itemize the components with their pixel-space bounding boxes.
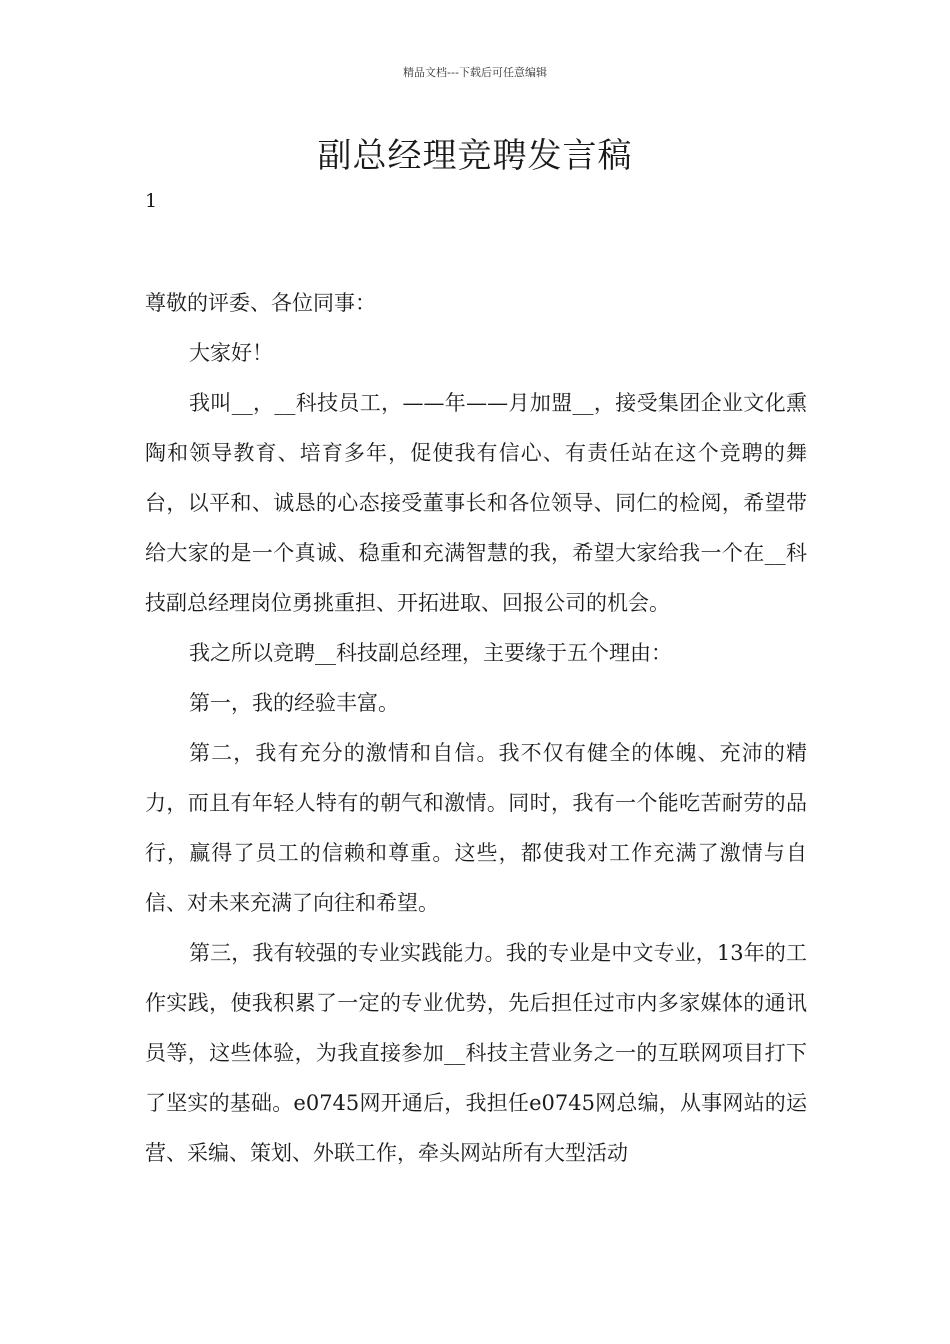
greeting: 大家好！ (189, 341, 273, 365)
paragraph-second: 第二，我有充分的激情和自信。我不仅有健全的体魄、充沛的精力，而且有年轻人特有的朝气和激情。同时，我有一个能吃苦耐劳的品行，赢得了员工的信赖和尊重。这些，都使我对工作充满了激情与自信、对未来充满了向往和希望。 (145, 741, 807, 915)
document-title: 副总经理竞聘发言稿 (317, 136, 633, 176)
paragraph-first: 第一，我的经验丰富。 (189, 691, 399, 715)
header-note: 精品文档---下载后可任意编辑 (403, 66, 547, 79)
paragraph-third: 第三，我有较强的专业实践能力。我的专业是中文专业，13年的工作实践，使我积累了一定的专业优势，先后担任过市内多家媒体的通讯员等，这些体验，为我直接参加__科技主营业务之一的互联网项目打下了坚实的基础。e0745网开通后，我担任e0745网总编，从事网站的运营、采编、策划、外联工作，牵头网站所有大型活动 (145, 941, 807, 1165)
document-body (145, 278, 807, 1178)
paragraph-reasons: 我之所以竞聘__科技副总经理，主要缘于五个理由： (189, 641, 672, 665)
paragraph-intro: 我叫__，__科技员工，——年——月加盟__，接受集团企业文化熏陶和领导教育、培育多年，促使我有信心、有责任站在这个竞聘的舞台，以平和、诚恳的心态接受董事长和各位领导、同仁的检阅，希望带给大家的是一个真诚、稳重和充满智慧的我，希望大家给我一个在__科技副总经理岗位勇挑重担、开拓进取、回报公司的机会。 (145, 391, 807, 615)
salutation: 尊敬的评委、各位同事： (145, 291, 376, 315)
page-number: 1 (145, 190, 158, 212)
